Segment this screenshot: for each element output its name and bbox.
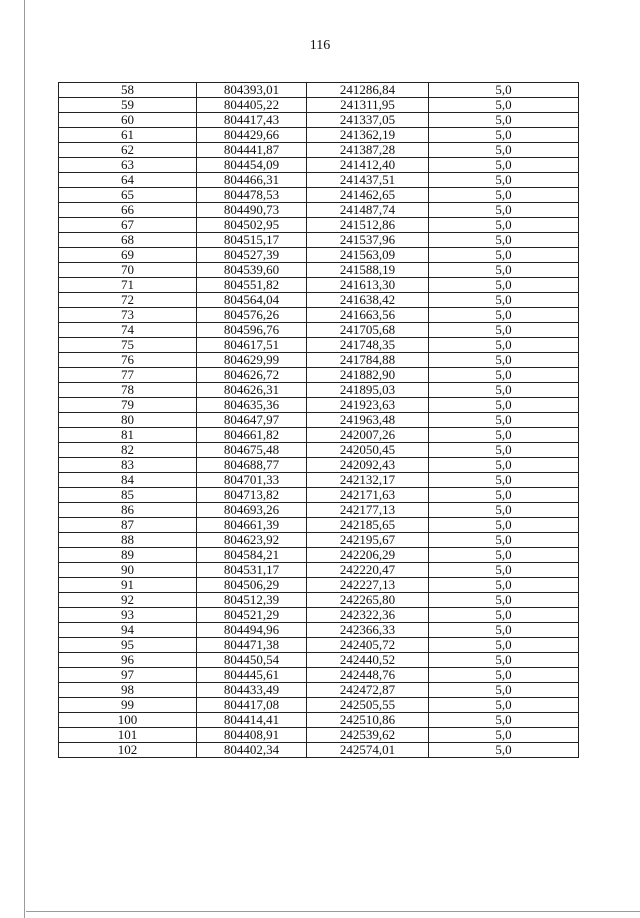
accuracy-cell: 5,0	[429, 278, 579, 293]
y-coordinate-cell: 242050,45	[307, 443, 429, 458]
point-number-cell: 58	[59, 83, 197, 98]
x-coordinate-cell: 804551,82	[197, 278, 307, 293]
x-coordinate-cell: 804701,33	[197, 473, 307, 488]
point-number-cell: 64	[59, 173, 197, 188]
accuracy-cell: 5,0	[429, 518, 579, 533]
x-coordinate-cell: 804693,26	[197, 503, 307, 518]
accuracy-cell: 5,0	[429, 293, 579, 308]
table-row	[59, 473, 579, 488]
y-coordinate-cell: 242405,72	[307, 638, 429, 653]
accuracy-cell: 5,0	[429, 653, 579, 668]
point-number-cell: 92	[59, 593, 197, 608]
table-row	[59, 188, 579, 203]
y-coordinate-cell: 242185,65	[307, 518, 429, 533]
table-row	[59, 458, 579, 473]
accuracy-cell: 5,0	[429, 398, 579, 413]
point-number-cell: 98	[59, 683, 197, 698]
y-coordinate-cell: 241563,09	[307, 248, 429, 263]
table-row	[59, 578, 579, 593]
y-coordinate-cell: 241311,95	[307, 98, 429, 113]
point-number-cell: 89	[59, 548, 197, 563]
accuracy-cell: 5,0	[429, 188, 579, 203]
accuracy-cell: 5,0	[429, 668, 579, 683]
y-coordinate-cell: 242505,55	[307, 698, 429, 713]
y-coordinate-cell: 242448,76	[307, 668, 429, 683]
scan-edge-bottom	[26, 911, 640, 912]
table-row	[59, 353, 579, 368]
x-coordinate-cell: 804512,39	[197, 593, 307, 608]
page-number: 116	[309, 38, 331, 53]
accuracy-cell: 5,0	[429, 473, 579, 488]
point-number-cell: 82	[59, 443, 197, 458]
y-coordinate-cell: 242227,13	[307, 578, 429, 593]
table-row	[59, 338, 579, 353]
x-coordinate-cell: 804626,72	[197, 368, 307, 383]
x-coordinate-cell: 804433,49	[197, 683, 307, 698]
x-coordinate-cell: 804408,91	[197, 728, 307, 743]
x-coordinate-cell: 804441,87	[197, 143, 307, 158]
x-coordinate-cell: 804713,82	[197, 488, 307, 503]
y-coordinate-cell: 242195,67	[307, 533, 429, 548]
point-number-cell: 83	[59, 458, 197, 473]
y-coordinate-cell: 242132,17	[307, 473, 429, 488]
point-number-cell: 86	[59, 503, 197, 518]
accuracy-cell: 5,0	[429, 533, 579, 548]
table-row	[59, 158, 579, 173]
table-row	[59, 383, 579, 398]
accuracy-cell: 5,0	[429, 368, 579, 383]
y-coordinate-cell: 241462,65	[307, 188, 429, 203]
x-coordinate-cell: 804629,99	[197, 353, 307, 368]
accuracy-cell: 5,0	[429, 158, 579, 173]
table-row	[59, 173, 579, 188]
point-number-cell: 65	[59, 188, 197, 203]
accuracy-cell: 5,0	[429, 728, 579, 743]
x-coordinate-cell: 804478,53	[197, 188, 307, 203]
y-coordinate-cell: 241895,03	[307, 383, 429, 398]
x-coordinate-cell: 804661,82	[197, 428, 307, 443]
table-row	[59, 248, 579, 263]
point-number-cell: 101	[59, 728, 197, 743]
y-coordinate-cell: 241412,40	[307, 158, 429, 173]
y-coordinate-cell: 241784,88	[307, 353, 429, 368]
point-number-cell: 73	[59, 308, 197, 323]
table-row	[59, 308, 579, 323]
x-coordinate-cell: 804539,60	[197, 263, 307, 278]
x-coordinate-cell: 804515,17	[197, 233, 307, 248]
x-coordinate-cell: 804445,61	[197, 668, 307, 683]
accuracy-cell: 5,0	[429, 248, 579, 263]
table-row	[59, 278, 579, 293]
y-coordinate-cell: 241387,28	[307, 143, 429, 158]
point-number-cell: 71	[59, 278, 197, 293]
table-row	[59, 203, 579, 218]
point-number-cell: 79	[59, 398, 197, 413]
accuracy-cell: 5,0	[429, 353, 579, 368]
point-number-cell: 68	[59, 233, 197, 248]
accuracy-cell: 5,0	[429, 458, 579, 473]
y-coordinate-cell: 241923,63	[307, 398, 429, 413]
y-coordinate-cell: 242092,43	[307, 458, 429, 473]
point-number-cell: 93	[59, 608, 197, 623]
accuracy-cell: 5,0	[429, 683, 579, 698]
table-row	[59, 638, 579, 653]
point-number-cell: 74	[59, 323, 197, 338]
x-coordinate-cell: 804564,04	[197, 293, 307, 308]
x-coordinate-cell: 804490,73	[197, 203, 307, 218]
accuracy-cell: 5,0	[429, 623, 579, 638]
accuracy-cell: 5,0	[429, 173, 579, 188]
point-number-cell: 90	[59, 563, 197, 578]
y-coordinate-cell: 242539,62	[307, 728, 429, 743]
point-number-cell: 102	[59, 743, 197, 758]
y-coordinate-cell: 241337,05	[307, 113, 429, 128]
table-row	[59, 128, 579, 143]
x-coordinate-cell: 804521,29	[197, 608, 307, 623]
x-coordinate-cell: 804626,31	[197, 383, 307, 398]
point-number-cell: 76	[59, 353, 197, 368]
coordinates-table-body	[59, 83, 579, 758]
table-row	[59, 113, 579, 128]
y-coordinate-cell: 241537,96	[307, 233, 429, 248]
y-coordinate-cell: 241882,90	[307, 368, 429, 383]
table-row	[59, 743, 579, 758]
x-coordinate-cell: 804417,08	[197, 698, 307, 713]
x-coordinate-cell: 804596,76	[197, 323, 307, 338]
y-coordinate-cell: 242574,01	[307, 743, 429, 758]
point-number-cell: 80	[59, 413, 197, 428]
x-coordinate-cell: 804635,36	[197, 398, 307, 413]
x-coordinate-cell: 804688,77	[197, 458, 307, 473]
y-coordinate-cell: 242472,87	[307, 683, 429, 698]
x-coordinate-cell: 804466,31	[197, 173, 307, 188]
accuracy-cell: 5,0	[429, 698, 579, 713]
table-row	[59, 683, 579, 698]
point-number-cell: 81	[59, 428, 197, 443]
table-row	[59, 263, 579, 278]
point-number-cell: 75	[59, 338, 197, 353]
table-row	[59, 518, 579, 533]
accuracy-cell: 5,0	[429, 203, 579, 218]
y-coordinate-cell: 242220,47	[307, 563, 429, 578]
y-coordinate-cell: 242177,13	[307, 503, 429, 518]
y-coordinate-cell: 241663,56	[307, 308, 429, 323]
x-coordinate-cell: 804502,95	[197, 218, 307, 233]
point-number-cell: 70	[59, 263, 197, 278]
table-row	[59, 668, 579, 683]
x-coordinate-cell: 804527,39	[197, 248, 307, 263]
point-number-cell: 63	[59, 158, 197, 173]
x-coordinate-cell: 804414,41	[197, 713, 307, 728]
y-coordinate-cell: 241613,30	[307, 278, 429, 293]
x-coordinate-cell: 804584,21	[197, 548, 307, 563]
table-row	[59, 563, 579, 578]
table-row	[59, 83, 579, 98]
point-number-cell: 99	[59, 698, 197, 713]
y-coordinate-cell: 242171,63	[307, 488, 429, 503]
x-coordinate-cell: 804623,92	[197, 533, 307, 548]
x-coordinate-cell: 804661,39	[197, 518, 307, 533]
point-number-cell: 61	[59, 128, 197, 143]
point-number-cell: 67	[59, 218, 197, 233]
table-row	[59, 233, 579, 248]
accuracy-cell: 5,0	[429, 578, 579, 593]
table-row	[59, 533, 579, 548]
accuracy-cell: 5,0	[429, 503, 579, 518]
point-number-cell: 60	[59, 113, 197, 128]
accuracy-cell: 5,0	[429, 128, 579, 143]
y-coordinate-cell: 241638,42	[307, 293, 429, 308]
accuracy-cell: 5,0	[429, 608, 579, 623]
y-coordinate-cell: 241437,51	[307, 173, 429, 188]
table-row	[59, 443, 579, 458]
x-coordinate-cell: 804450,54	[197, 653, 307, 668]
x-coordinate-cell: 804402,34	[197, 743, 307, 758]
accuracy-cell: 5,0	[429, 713, 579, 728]
table-row	[59, 323, 579, 338]
accuracy-cell: 5,0	[429, 83, 579, 98]
scan-edge-left	[24, 0, 25, 918]
x-coordinate-cell: 804506,29	[197, 578, 307, 593]
x-coordinate-cell: 804647,97	[197, 413, 307, 428]
accuracy-cell: 5,0	[429, 638, 579, 653]
y-coordinate-cell: 241286,84	[307, 83, 429, 98]
table-row	[59, 413, 579, 428]
y-coordinate-cell: 242322,36	[307, 608, 429, 623]
point-number-cell: 91	[59, 578, 197, 593]
accuracy-cell: 5,0	[429, 443, 579, 458]
point-number-cell: 66	[59, 203, 197, 218]
x-coordinate-cell: 804393,01	[197, 83, 307, 98]
y-coordinate-cell: 241588,19	[307, 263, 429, 278]
accuracy-cell: 5,0	[429, 143, 579, 158]
accuracy-cell: 5,0	[429, 308, 579, 323]
point-number-cell: 96	[59, 653, 197, 668]
y-coordinate-cell: 242510,86	[307, 713, 429, 728]
accuracy-cell: 5,0	[429, 563, 579, 578]
table-row	[59, 218, 579, 233]
x-coordinate-cell: 804405,22	[197, 98, 307, 113]
y-coordinate-cell: 242206,29	[307, 548, 429, 563]
accuracy-cell: 5,0	[429, 383, 579, 398]
accuracy-cell: 5,0	[429, 263, 579, 278]
table-row	[59, 488, 579, 503]
point-number-cell: 72	[59, 293, 197, 308]
table-row	[59, 653, 579, 668]
accuracy-cell: 5,0	[429, 323, 579, 338]
y-coordinate-cell: 241487,74	[307, 203, 429, 218]
accuracy-cell: 5,0	[429, 98, 579, 113]
accuracy-cell: 5,0	[429, 218, 579, 233]
point-number-cell: 94	[59, 623, 197, 638]
x-coordinate-cell: 804675,48	[197, 443, 307, 458]
table-row	[59, 398, 579, 413]
table-row	[59, 623, 579, 638]
point-number-cell: 85	[59, 488, 197, 503]
y-coordinate-cell: 241362,19	[307, 128, 429, 143]
accuracy-cell: 5,0	[429, 743, 579, 758]
table-row	[59, 368, 579, 383]
y-coordinate-cell: 242366,33	[307, 623, 429, 638]
table-row	[59, 143, 579, 158]
x-coordinate-cell: 804531,17	[197, 563, 307, 578]
point-number-cell: 62	[59, 143, 197, 158]
y-coordinate-cell: 241748,35	[307, 338, 429, 353]
table-row	[59, 698, 579, 713]
x-coordinate-cell: 804494,96	[197, 623, 307, 638]
point-number-cell: 100	[59, 713, 197, 728]
accuracy-cell: 5,0	[429, 488, 579, 503]
point-number-cell: 97	[59, 668, 197, 683]
x-coordinate-cell: 804471,38	[197, 638, 307, 653]
table-row	[59, 593, 579, 608]
coordinates-table	[58, 82, 579, 758]
x-coordinate-cell: 804454,09	[197, 158, 307, 173]
y-coordinate-cell: 241512,86	[307, 218, 429, 233]
accuracy-cell: 5,0	[429, 593, 579, 608]
table-row	[59, 98, 579, 113]
x-coordinate-cell: 804417,43	[197, 113, 307, 128]
table-row	[59, 293, 579, 308]
table-row	[59, 503, 579, 518]
y-coordinate-cell: 242265,80	[307, 593, 429, 608]
point-number-cell: 95	[59, 638, 197, 653]
accuracy-cell: 5,0	[429, 428, 579, 443]
point-number-cell: 77	[59, 368, 197, 383]
accuracy-cell: 5,0	[429, 338, 579, 353]
x-coordinate-cell: 804429,66	[197, 128, 307, 143]
point-number-cell: 84	[59, 473, 197, 488]
y-coordinate-cell: 241963,48	[307, 413, 429, 428]
accuracy-cell: 5,0	[429, 233, 579, 248]
point-number-cell: 78	[59, 383, 197, 398]
table-row	[59, 608, 579, 623]
point-number-cell: 88	[59, 533, 197, 548]
accuracy-cell: 5,0	[429, 413, 579, 428]
point-number-cell: 59	[59, 98, 197, 113]
y-coordinate-cell: 241705,68	[307, 323, 429, 338]
table-row	[59, 713, 579, 728]
y-coordinate-cell: 242007,26	[307, 428, 429, 443]
table-row	[59, 728, 579, 743]
accuracy-cell: 5,0	[429, 113, 579, 128]
table-row	[59, 428, 579, 443]
table-row	[59, 548, 579, 563]
x-coordinate-cell: 804576,26	[197, 308, 307, 323]
x-coordinate-cell: 804617,51	[197, 338, 307, 353]
point-number-cell: 87	[59, 518, 197, 533]
accuracy-cell: 5,0	[429, 548, 579, 563]
y-coordinate-cell: 242440,52	[307, 653, 429, 668]
point-number-cell: 69	[59, 248, 197, 263]
